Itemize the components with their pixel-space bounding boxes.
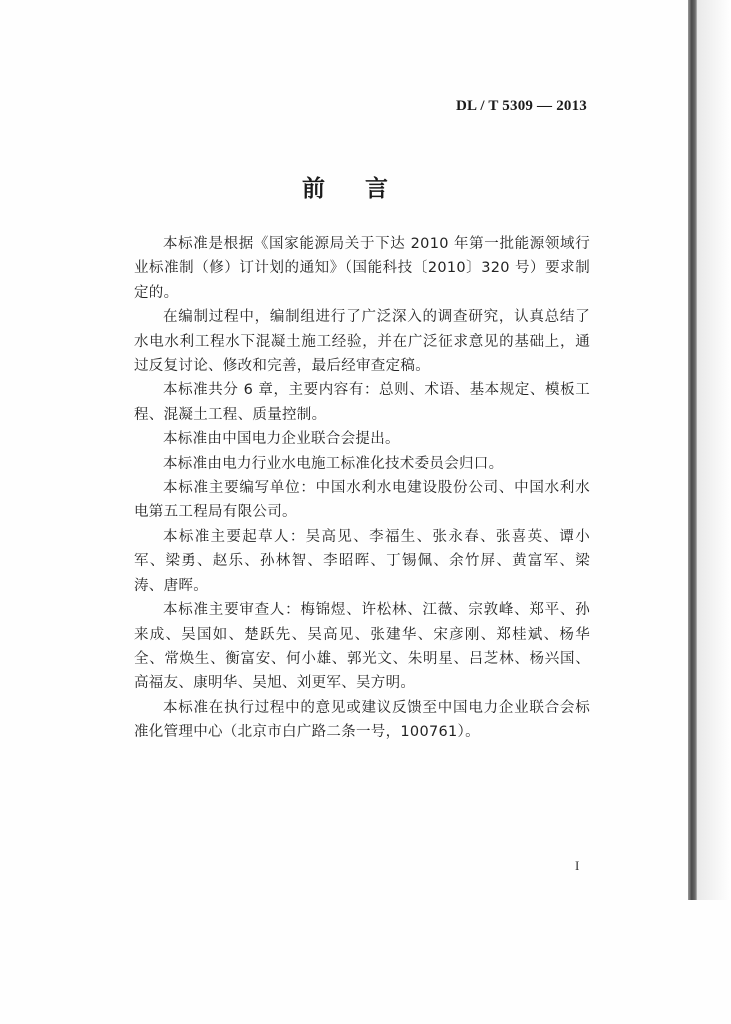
page-title: [0, 170, 690, 203]
paragraph-contents: 本标准共分 6 章，主要内容有：总则、术语、基本规定、模板工程、混凝土工程、质量控制。: [134, 382, 590, 423]
paragraph-feedback: 本标准在执行过程中的意见或建议反馈至中国电力企业联合会标准化管理中心（北京市白广路二条一号，100761）。: [134, 699, 590, 741]
paragraph-administrator: 本标准由电力行业水电施工标准化技术委员会归口。: [163, 455, 504, 472]
title-char-2: 言: [365, 175, 388, 202]
paragraph-proposer: 本标准由中国电力企业联合会提出。: [163, 431, 400, 448]
paragraph-basis: 本标准是根据《国家能源局关于下达 2010 年第一批能源领域行业标准制（修）订计划的通知》（国能科技〔2010〕320 号）要求制定的。: [134, 236, 590, 301]
standard-number: DL / T 5309 — 2013: [456, 98, 587, 114]
page-number: I: [575, 858, 580, 873]
paragraph-drafting-units: 本标准主要编写单位：中国水利水电建设股份公司、中国水利水电第五工程局有限公司。: [134, 480, 590, 521]
preface-body: [134, 232, 590, 745]
paragraph-drafters: 本标准主要起草人：吴高见、李福生、张永春、张喜英、谭小军、梁勇、赵乐、孙林智、李昭晖、丁锡佩、余竹屏、黄富军、梁涛、唐晖。: [134, 528, 590, 594]
paragraph-process: 在编制过程中，编制组进行了广泛深入的调查研究，认真总结了水电水利工程水下混凝土施工经验，并在广泛征求意见的基础上，通过反复讨论、修改和完善，最后经审查定稿。: [134, 309, 590, 375]
title-char-1: 前: [302, 175, 325, 202]
paragraph-reviewers: 本标准主要审查人：梅锦煜、许松林、江薇、宗敦峰、郑平、孙来成、吴国如、楚跃先、吴高见、张建华、宋彦刚、郑桂斌、杨华全、常焕生、衡富安、何小雄、郭光文、朱明星、吕芝林、杨兴国、高福友、康明华、吴旭、刘更军、吴方明。: [134, 602, 590, 692]
book-spine-shadow: [688, 0, 697, 900]
page-edge-fade: [697, 0, 731, 900]
